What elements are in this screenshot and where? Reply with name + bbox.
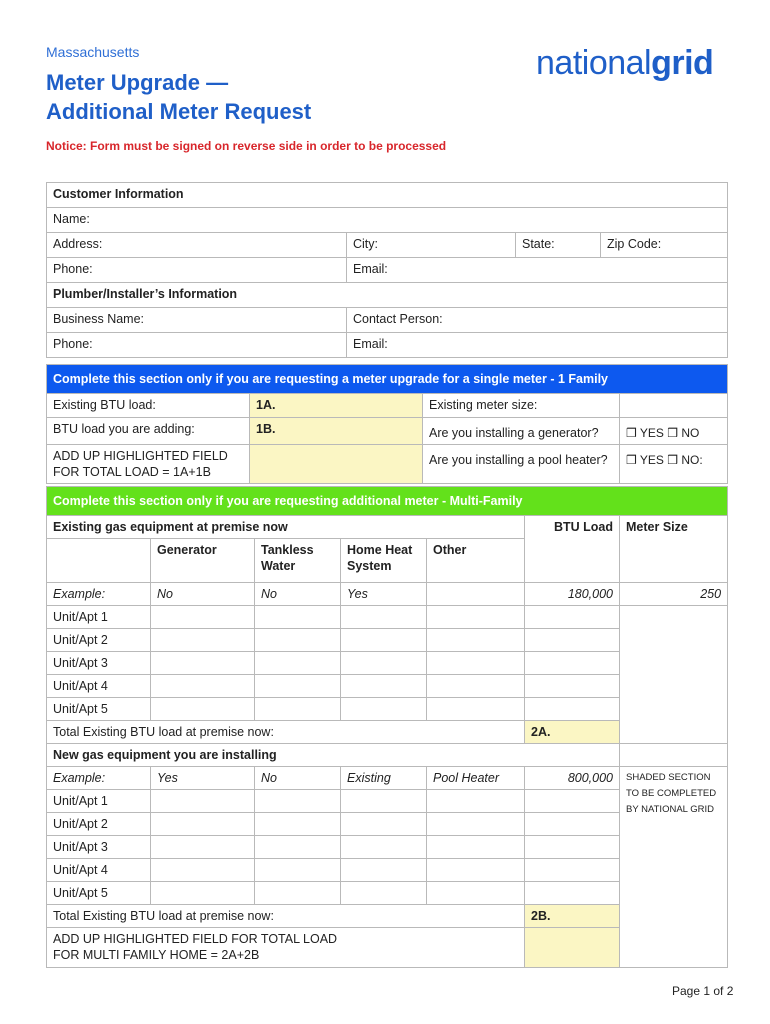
field-1a[interactable]: 1A. bbox=[250, 394, 423, 418]
customer-section-header: Customer Information bbox=[47, 183, 728, 208]
customer-zip-field[interactable]: Zip Code: bbox=[601, 233, 728, 258]
existing-meter-size-label: Existing meter size: bbox=[423, 394, 620, 418]
col-other: Other bbox=[427, 539, 525, 583]
col-home-heat-system: Home Heat System bbox=[341, 539, 427, 583]
new-equipment-header: New gas equipment you are installing bbox=[47, 744, 620, 767]
existing-btu-label: Existing BTU load: bbox=[47, 394, 250, 418]
title-line-2: Additional Meter Request bbox=[46, 99, 312, 124]
new-unit-5-label: Unit/Apt 5 bbox=[47, 882, 151, 905]
multi-total-line-2: FOR MULTI FAMILY HOME = 2A+2B bbox=[53, 948, 260, 962]
new-unit-2-label: Unit/Apt 2 bbox=[47, 813, 151, 836]
contact-information-table bbox=[46, 182, 728, 358]
btu-load-header: BTU Load bbox=[525, 516, 620, 583]
field-2a[interactable]: 2A. bbox=[525, 721, 620, 744]
plumber-business-field[interactable]: Business Name: bbox=[47, 308, 347, 333]
field-2b[interactable]: 2B. bbox=[525, 905, 620, 928]
btu-adding-label: BTU load you are adding: bbox=[47, 418, 250, 445]
example-2-label: Example: bbox=[47, 767, 151, 790]
total-existing-btu-label-2: Total Existing BTU load at premise now: bbox=[47, 905, 525, 928]
existing-unit-5-label: Unit/Apt 5 bbox=[47, 698, 151, 721]
generator-question: Are you installing a generator? bbox=[423, 418, 620, 445]
logo-part-2: grid bbox=[651, 44, 714, 82]
meter-size-header: Meter Size bbox=[620, 516, 728, 583]
title-line-1: Meter Upgrade — bbox=[46, 70, 229, 95]
single-family-table bbox=[46, 364, 728, 484]
customer-name-field[interactable]: Name: bbox=[47, 208, 728, 233]
example-1-tankless: No bbox=[255, 583, 341, 606]
example-1-home-heat: Yes bbox=[341, 583, 427, 606]
existing-unit-1-label: Unit/Apt 1 bbox=[47, 606, 151, 629]
signature-notice: Notice: Form must be signed on reverse side in order to be processed bbox=[46, 139, 447, 153]
example-2-btu: 800,000 bbox=[525, 767, 620, 790]
existing-equipment-header: Existing gas equipment at premise now bbox=[47, 516, 525, 539]
existing-unit-4-label: Unit/Apt 4 bbox=[47, 675, 151, 698]
example-1-label: Example: bbox=[47, 583, 151, 606]
example-2-other: Pool Heater bbox=[427, 767, 525, 790]
national-grid-logo bbox=[536, 44, 713, 83]
multi-family-table bbox=[46, 486, 728, 968]
example-1-meter-size: 250 bbox=[620, 583, 728, 606]
plumber-section-header: Plumber/Installer’s Information bbox=[47, 283, 728, 308]
example-2-home-heat: Existing bbox=[341, 767, 427, 790]
plumber-contact-field[interactable]: Contact Person: bbox=[347, 308, 728, 333]
generator-checkboxes[interactable]: ❒ YES ❒ NO bbox=[620, 418, 728, 445]
new-unit-3-label: Unit/Apt 3 bbox=[47, 836, 151, 859]
existing-meter-size-input[interactable] bbox=[620, 394, 728, 418]
col-tankless-water: Tankless Water bbox=[255, 539, 341, 583]
total-load-field[interactable] bbox=[250, 445, 423, 484]
field-1b[interactable]: 1B. bbox=[250, 418, 423, 445]
logo-part-1: national bbox=[536, 44, 652, 82]
multi-total-load-field[interactable] bbox=[525, 928, 620, 968]
single-family-band: Complete this section only if you are requesting a meter upgrade for a single meter - 1 Family bbox=[47, 365, 728, 394]
example-1-btu: 180,000 bbox=[525, 583, 620, 606]
customer-phone-field[interactable]: Phone: bbox=[47, 258, 347, 283]
page-title bbox=[46, 68, 311, 126]
page-number: Page 1 of 2 bbox=[672, 984, 734, 998]
shaded-section-note: SHADED SECTION TO BE COMPLETED BY NATIONAL GRID bbox=[620, 767, 728, 968]
pool-heater-question: Are you installing a pool heater? bbox=[423, 445, 620, 484]
existing-unit-2-label: Unit/Apt 2 bbox=[47, 629, 151, 652]
multi-family-band: Complete this section only if you are requesting additional meter - Multi-Family bbox=[47, 487, 728, 516]
new-unit-4-label: Unit/Apt 4 bbox=[47, 859, 151, 882]
state-label: Massachusetts bbox=[46, 44, 140, 60]
example-2-tankless: No bbox=[255, 767, 341, 790]
example-2-generator: Yes bbox=[151, 767, 255, 790]
col-generator: Generator bbox=[151, 539, 255, 583]
multi-total-line-1: ADD UP HIGHLIGHTED FIELD FOR TOTAL LOAD bbox=[53, 932, 338, 946]
multi-total-load-label bbox=[47, 928, 525, 968]
total-existing-btu-label: Total Existing BTU load at premise now: bbox=[47, 721, 525, 744]
plumber-phone-field[interactable]: Phone: bbox=[47, 333, 347, 358]
new-unit-1-label: Unit/Apt 1 bbox=[47, 790, 151, 813]
existing-meter-size-column[interactable] bbox=[620, 606, 728, 744]
existing-unit-3-label: Unit/Apt 3 bbox=[47, 652, 151, 675]
total-load-line-2: FOR TOTAL LOAD = 1A+1B bbox=[53, 465, 211, 479]
customer-address-field[interactable]: Address: bbox=[47, 233, 347, 258]
pool-heater-checkboxes[interactable]: ❒ YES ❒ NO: bbox=[620, 445, 728, 484]
customer-email-field[interactable]: Email: bbox=[347, 258, 728, 283]
customer-state-field[interactable]: State: bbox=[516, 233, 601, 258]
example-1-generator: No bbox=[151, 583, 255, 606]
total-load-label bbox=[47, 445, 250, 484]
total-load-line-1: ADD UP HIGHLIGHTED FIELD bbox=[53, 449, 228, 463]
customer-city-field[interactable]: City: bbox=[347, 233, 516, 258]
plumber-email-field[interactable]: Email: bbox=[347, 333, 728, 358]
